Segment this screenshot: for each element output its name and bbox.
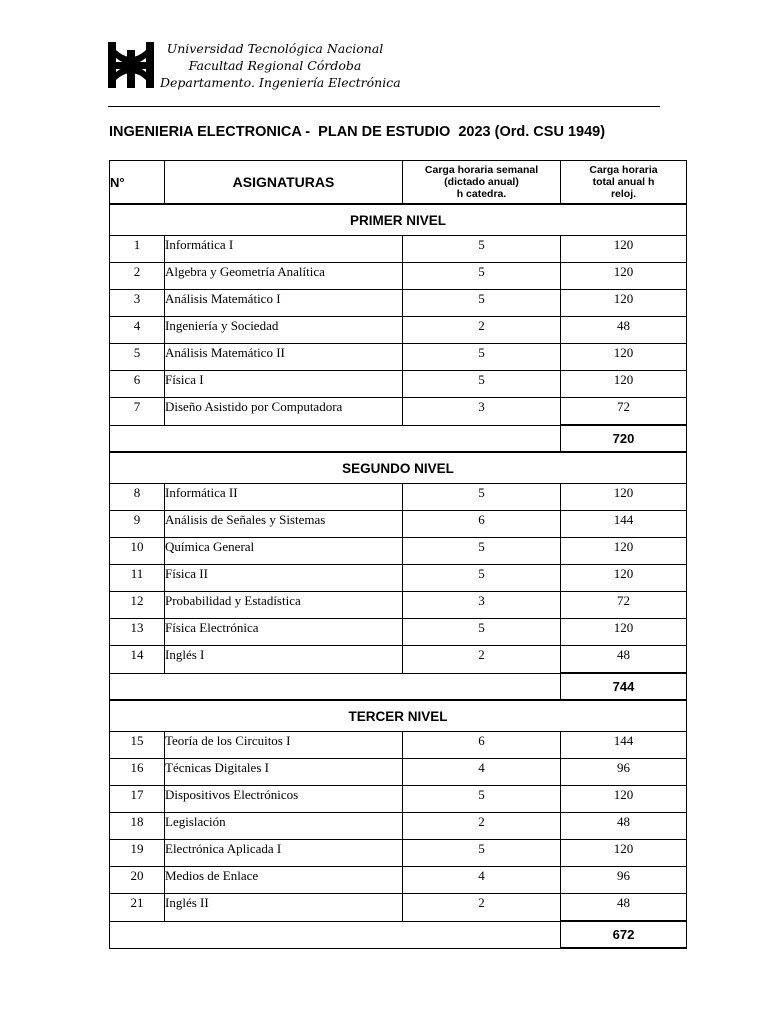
- subject-total-hours: 144: [561, 732, 687, 759]
- subject-number: 12: [110, 592, 165, 619]
- header-total-line: total anual h: [592, 176, 655, 188]
- subject-total-hours: 72: [561, 592, 687, 619]
- header-weekly-hours: [403, 161, 561, 205]
- subject-weekly-hours: 3: [403, 592, 561, 619]
- level-total-value: 744: [561, 673, 687, 700]
- subject-total-hours: 48: [561, 646, 687, 674]
- subject-number: 15: [110, 732, 165, 759]
- level-heading: SEGUNDO NIVEL: [110, 452, 687, 484]
- subject-weekly-hours: 6: [403, 511, 561, 538]
- subject-total-hours: 48: [561, 317, 687, 344]
- subject-total-hours: 96: [561, 867, 687, 894]
- subject-total-hours: 72: [561, 398, 687, 426]
- subject-name: Física I: [165, 371, 403, 398]
- subject-number: 20: [110, 867, 165, 894]
- level-total-row: [110, 673, 687, 700]
- subject-name: Medios de Enlace: [165, 867, 403, 894]
- header-subjects: ASIGNATURAS: [165, 161, 403, 205]
- table-row: [110, 371, 687, 398]
- subject-name: Técnicas Digitales I: [165, 759, 403, 786]
- table-row: [110, 484, 687, 511]
- subject-weekly-hours: 6: [403, 732, 561, 759]
- table-row: [110, 840, 687, 867]
- subject-name: Informática I: [165, 236, 403, 263]
- subject-number: 10: [110, 538, 165, 565]
- subject-name: Algebra y Geometría Analítica: [165, 263, 403, 290]
- subject-total-hours: 48: [561, 813, 687, 840]
- subject-weekly-hours: 2: [403, 646, 561, 674]
- subject-total-hours: 120: [561, 538, 687, 565]
- utn-logo-icon: [108, 42, 154, 88]
- level-total-row: [110, 921, 687, 948]
- table-row: [110, 592, 687, 619]
- subject-number: 8: [110, 484, 165, 511]
- subject-name: Inglés I: [165, 646, 403, 674]
- subject-total-hours: 120: [561, 484, 687, 511]
- subject-name: Teoría de los Circuitos I: [165, 732, 403, 759]
- subject-total-hours: 96: [561, 759, 687, 786]
- header-weekly-line: h catedra.: [456, 188, 507, 200]
- table-body: [110, 204, 687, 948]
- subject-name: Física II: [165, 565, 403, 592]
- subject-weekly-hours: 5: [403, 290, 561, 317]
- subject-total-hours: 120: [561, 236, 687, 263]
- subject-weekly-hours: 4: [403, 867, 561, 894]
- subject-number: 1: [110, 236, 165, 263]
- subject-number: 14: [110, 646, 165, 674]
- level-total-spacer: [110, 673, 561, 700]
- level-total-spacer: [110, 921, 561, 948]
- university-name: Universidad Tecnológica Nacional: [166, 41, 384, 56]
- institution-header: [160, 40, 401, 91]
- header-total-hours: [561, 161, 687, 205]
- table-row: [110, 290, 687, 317]
- table-row: [110, 813, 687, 840]
- subject-weekly-hours: 5: [403, 786, 561, 813]
- subject-name: Análisis Matemático II: [165, 344, 403, 371]
- subject-weekly-hours: 5: [403, 344, 561, 371]
- subject-weekly-hours: 5: [403, 484, 561, 511]
- level-total-value: 720: [561, 425, 687, 452]
- subject-total-hours: 120: [561, 840, 687, 867]
- header-weekly-line: (dictado anual): [444, 176, 519, 188]
- header-weekly-line: Carga horaria semanal: [424, 164, 539, 176]
- subject-weekly-hours: 5: [403, 565, 561, 592]
- subject-total-hours: 120: [561, 344, 687, 371]
- subject-number: 18: [110, 813, 165, 840]
- subject-number: 7: [110, 398, 165, 426]
- subject-weekly-hours: 5: [403, 538, 561, 565]
- table-header-row: [110, 161, 687, 205]
- subject-number: 16: [110, 759, 165, 786]
- header-divider: [108, 106, 660, 107]
- subject-number: 4: [110, 317, 165, 344]
- table-row: [110, 619, 687, 646]
- table-row: [110, 398, 687, 426]
- subject-total-hours: 120: [561, 565, 687, 592]
- subject-number: 13: [110, 619, 165, 646]
- subject-total-hours: 120: [561, 619, 687, 646]
- table-row: [110, 344, 687, 371]
- subject-weekly-hours: 5: [403, 236, 561, 263]
- subject-number: 9: [110, 511, 165, 538]
- subject-weekly-hours: 5: [403, 263, 561, 290]
- subject-number: 2: [110, 263, 165, 290]
- subject-total-hours: 120: [561, 786, 687, 813]
- subject-number: 3: [110, 290, 165, 317]
- subject-weekly-hours: 5: [403, 371, 561, 398]
- subject-number: 5: [110, 344, 165, 371]
- subject-name: Legislación: [165, 813, 403, 840]
- subject-number: 19: [110, 840, 165, 867]
- subject-name: Análisis Matemático I: [165, 290, 403, 317]
- table-row: [110, 236, 687, 263]
- subject-total-hours: 48: [561, 894, 687, 922]
- subject-number: 6: [110, 371, 165, 398]
- subject-name: Inglés II: [165, 894, 403, 922]
- subject-total-hours: 120: [561, 263, 687, 290]
- level-heading-row: [110, 700, 687, 732]
- document-title: INGENIERIA ELECTRONICA - PLAN DE ESTUDIO 2023 (Ord. CSU 1949): [109, 124, 606, 140]
- subject-total-hours: 144: [561, 511, 687, 538]
- subject-weekly-hours: 5: [403, 619, 561, 646]
- faculty-name: Facultad Regional Córdoba: [188, 58, 362, 73]
- subject-weekly-hours: 4: [403, 759, 561, 786]
- subject-weekly-hours: 3: [403, 398, 561, 426]
- subject-total-hours: 120: [561, 290, 687, 317]
- subject-name: Ingeniería y Sociedad: [165, 317, 403, 344]
- table-row: [110, 759, 687, 786]
- subject-number: 17: [110, 786, 165, 813]
- study-plan-table: [109, 160, 687, 949]
- subject-name: Análisis de Señales y Sistemas: [165, 511, 403, 538]
- subject-name: Diseño Asistido por Computadora: [165, 398, 403, 426]
- subject-weekly-hours: 2: [403, 317, 561, 344]
- subject-name: Electrónica Aplicada I: [165, 840, 403, 867]
- subject-name: Química General: [165, 538, 403, 565]
- header-number: N°: [110, 161, 165, 205]
- subject-name: Dispositivos Electrónicos: [165, 786, 403, 813]
- table-row: [110, 565, 687, 592]
- level-heading-row: [110, 204, 687, 236]
- table-row: [110, 732, 687, 759]
- subject-name: Informática II: [165, 484, 403, 511]
- department-name: Departamento. Ingeniería Electrónica: [160, 75, 401, 90]
- header-total-line: reloj.: [610, 188, 637, 200]
- level-total-row: [110, 425, 687, 452]
- subject-total-hours: 120: [561, 371, 687, 398]
- subject-number: 11: [110, 565, 165, 592]
- level-heading-row: [110, 452, 687, 484]
- table-row: [110, 538, 687, 565]
- level-total-value: 672: [561, 921, 687, 948]
- table-row: [110, 867, 687, 894]
- subject-weekly-hours: 2: [403, 894, 561, 922]
- subject-name: Probabilidad y Estadística: [165, 592, 403, 619]
- subject-weekly-hours: 5: [403, 840, 561, 867]
- subject-weekly-hours: 2: [403, 813, 561, 840]
- level-heading: PRIMER NIVEL: [110, 204, 687, 236]
- table-row: [110, 511, 687, 538]
- table-row: [110, 263, 687, 290]
- table-row: [110, 894, 687, 922]
- level-heading: TERCER NIVEL: [110, 700, 687, 732]
- table-row: [110, 317, 687, 344]
- subject-number: 21: [110, 894, 165, 922]
- header-total-line: Carga horaria: [589, 164, 658, 176]
- level-total-spacer: [110, 425, 561, 452]
- table-row: [110, 646, 687, 674]
- subject-name: Física Electrónica: [165, 619, 403, 646]
- table-row: [110, 786, 687, 813]
